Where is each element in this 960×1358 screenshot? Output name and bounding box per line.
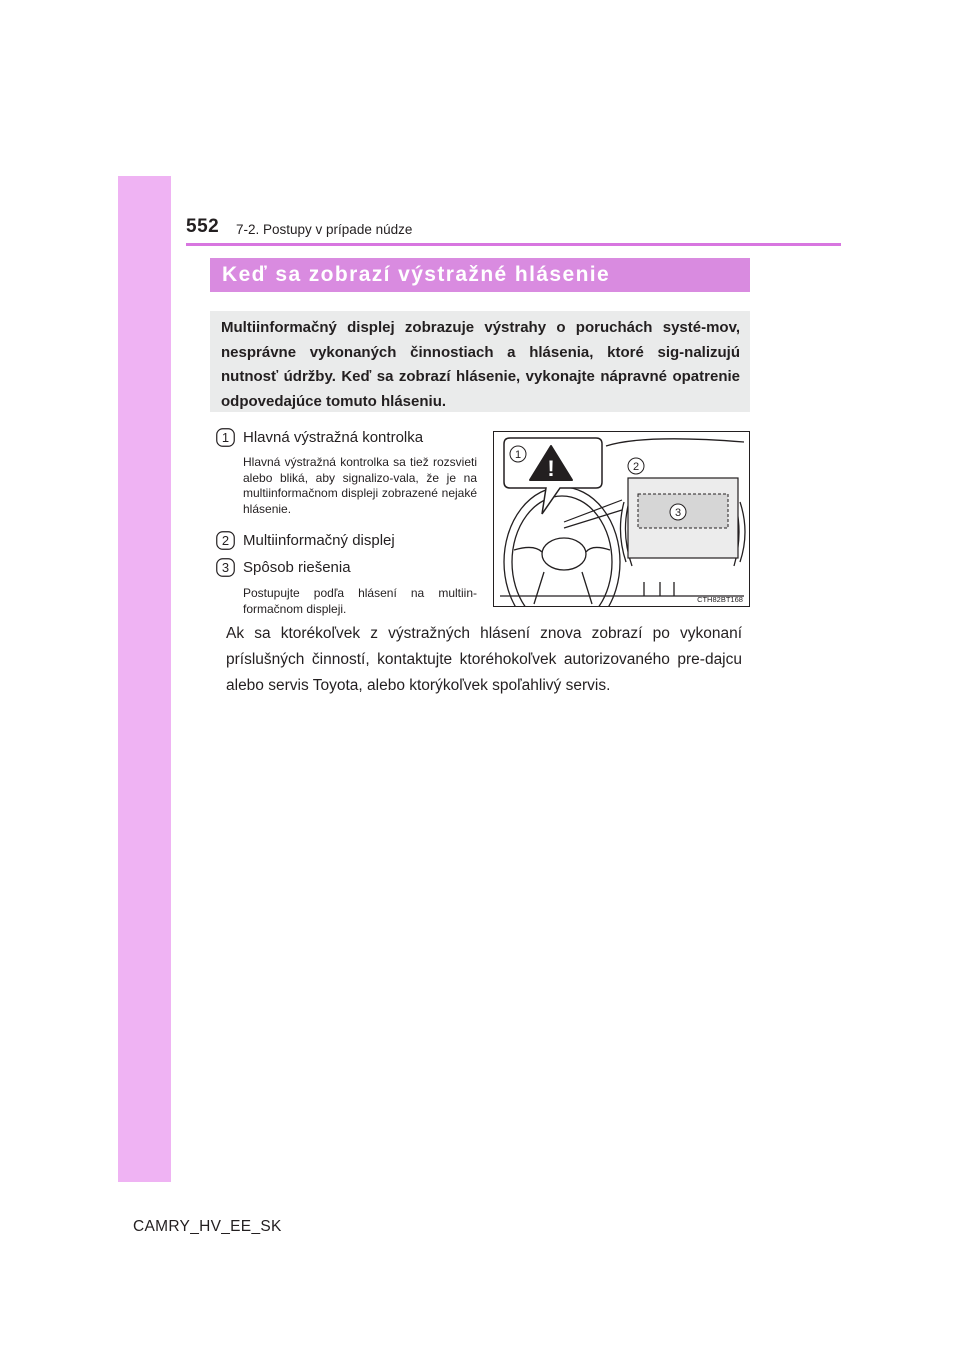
item-number-1 xyxy=(216,428,235,447)
callout-3 xyxy=(670,504,686,520)
chapter-title: 7-2. Postupy v prípade núdze xyxy=(236,222,413,237)
intro-box xyxy=(210,311,750,412)
item-label-3: Spôsob riešenia xyxy=(243,559,351,576)
chapter-side-tab xyxy=(118,176,171,1182)
steering-wheel-icon xyxy=(504,487,620,606)
warning-symbol: ! xyxy=(547,456,555,481)
callout-1 xyxy=(510,446,526,462)
section-heading: Keď sa zobrazí výstražné hlásenie xyxy=(210,258,750,292)
callout-2-text: 2 xyxy=(632,461,640,473)
callout-2 xyxy=(628,458,644,474)
item-number-2-text: 2 xyxy=(221,533,230,548)
callout-3-text: 3 xyxy=(674,507,682,519)
callout-1-text: 1 xyxy=(514,449,522,461)
footer-document-id: CAMRY_HV_EE_SK xyxy=(133,1218,282,1235)
item-number-2 xyxy=(216,531,235,550)
item-number-3-text: 3 xyxy=(221,560,230,575)
intro-text: Multiinformačný displej zobrazuje výstrahy o poruchách systé-mov, nesprávne vykonaných činnostiach a hlásenia, ktoré sig-nalizujú nutnosť údržby. Keď sa zobrazí hlásenie, vykonajte nápravné opatrenie odpovedajúce tomuto hláseniu. xyxy=(221,319,740,410)
item-number-3 xyxy=(216,558,235,577)
instrument-cluster-illustration xyxy=(493,431,750,607)
closing-paragraph: Ak sa ktorékoľvek z výstražných hlásení znova zobrazí po vykonaní príslušných činností, kontaktujte ktoréhokoľvek autorizovaného pre-dajcu alebo servis Toyota, alebo ktorýkoľvek spoľahlivý servis. xyxy=(226,625,742,694)
item-description-1: Hlavná výstražná kontrolka sa tiež rozsvieti alebo bliká, aby signalizo-vala, že je na multiinformačnom displeji zobrazené nejaké hlásenie. xyxy=(243,455,477,516)
item-label-1: Hlavná výstražná kontrolka xyxy=(243,429,424,446)
header-divider xyxy=(186,243,841,246)
page-number: 552 xyxy=(186,216,220,237)
item-number-1-text: 1 xyxy=(221,430,230,445)
item-description-3: Postupujte podľa hlásení na multiin-formačnom displeji. xyxy=(243,586,477,616)
illustration-code: CTH82BT168 xyxy=(697,595,743,604)
item-label-2: Multiinformačný displej xyxy=(243,532,395,549)
